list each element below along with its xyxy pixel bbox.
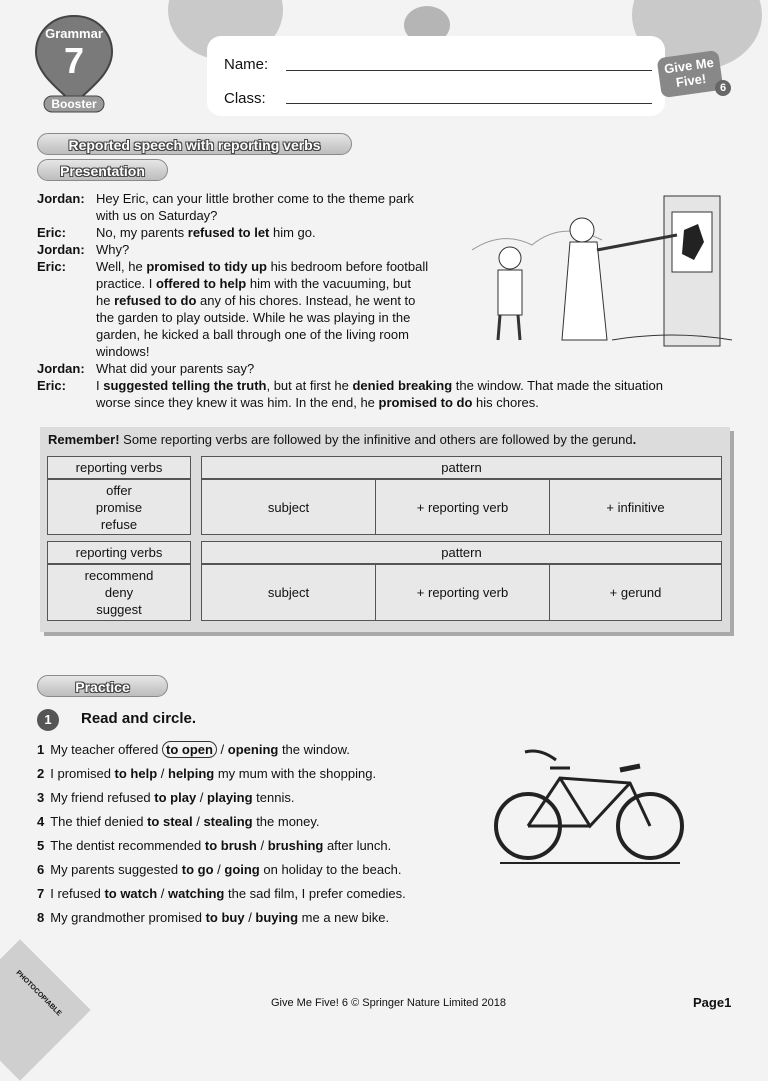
photocopiable-label: PHOTOCOPIABLE [14, 969, 63, 1018]
option-b[interactable]: stealing [203, 814, 253, 829]
level-badge: 6 [715, 80, 731, 96]
sentence-start: My grandmother promised [50, 910, 206, 925]
sentence-start: My teacher offered [50, 742, 162, 757]
dialogue-line: Why? [96, 242, 130, 257]
item-number: 8 [37, 910, 45, 925]
dialogue-line: practice. I offered to help him with the vacuuming, but [96, 276, 411, 291]
section-title: Reported speech with reporting verbs [37, 133, 352, 155]
item-number: 3 [37, 790, 45, 805]
exercise-item [37, 790, 294, 805]
option-b[interactable]: opening [227, 742, 279, 757]
item-number: 2 [37, 766, 45, 781]
option-b[interactable]: playing [207, 790, 253, 805]
dialogue-line: worse since they knew it was him. In the end, he promised to do his chores. [96, 395, 539, 410]
exercise-item [37, 862, 401, 877]
verb: promise [95, 499, 143, 515]
option-b[interactable]: brushing [267, 838, 324, 853]
broken-window-illustration [472, 190, 734, 350]
option-b[interactable]: helping [168, 766, 215, 781]
option-separator: / [192, 814, 204, 829]
table-header-reporting-verbs: reporting verbs [47, 456, 191, 479]
dialogue-speaker: Eric: [37, 225, 66, 240]
sentence-start: I refused [50, 886, 105, 901]
copyright-text: Give Me Five! 6 © Springer Nature Limited 2018 [271, 997, 506, 1009]
remember-end: . [632, 432, 637, 447]
page-number: Page1 [693, 995, 732, 1010]
dialogue-line: garden, he kicked a ball through one of the living room [96, 327, 409, 342]
verb: recommend [84, 568, 154, 583]
table-verbs-cell [47, 479, 191, 535]
sentence-end: the money. [252, 814, 320, 829]
item-number: 4 [37, 814, 45, 829]
option-separator: / [216, 742, 228, 757]
dialogue-speaker: Eric: [37, 259, 66, 274]
exercise-item [37, 910, 389, 925]
dialogue-speaker: Jordan: [37, 191, 85, 206]
exercise-item [37, 838, 391, 853]
item-number: 6 [37, 862, 45, 877]
dialogue-line: he refused to do any of his chores. Instead, he went to [96, 293, 416, 308]
option-a[interactable]: to help [114, 766, 158, 781]
option-separator: / [157, 766, 168, 781]
item-number: 1 [37, 742, 45, 757]
sentence-end: on holiday to the beach. [259, 862, 402, 877]
option-a[interactable]: to go [181, 862, 214, 877]
exercise-instruction: Read and circle. [81, 710, 197, 727]
sentence-end: me a new bike. [298, 910, 390, 925]
verb: offer [106, 482, 132, 498]
practice-label: Practice [37, 675, 168, 697]
dialogue-line: Hey Eric, can your little brother come to the theme park [96, 191, 414, 206]
option-separator: / [213, 862, 225, 877]
photocopiable-corner [0, 939, 91, 1080]
exercise-item [37, 742, 350, 757]
class-label: Class: [224, 90, 266, 107]
presentation-label: Presentation [37, 159, 168, 181]
badge-top-text: Grammar [45, 26, 103, 41]
dialogue-line: No, my parents refused to let him go. [96, 225, 316, 240]
dialogue-line: windows! [96, 344, 150, 359]
option-b[interactable]: going [224, 862, 260, 877]
option-a[interactable]: to play [154, 790, 197, 805]
sentence-start: The thief denied [50, 814, 148, 829]
verb: suggest [96, 602, 142, 617]
option-a[interactable]: to watch [104, 886, 158, 901]
item-number: 5 [37, 838, 45, 853]
pattern-subject-cell: subject [201, 564, 376, 621]
dialogue-speaker: Jordan: [37, 361, 85, 376]
table-header-reporting-verbs: reporting verbs [47, 541, 191, 564]
remember-body: Some reporting verbs are followed by the infinitive and others are followed by the gerund [119, 432, 633, 447]
table-verbs-cell [47, 564, 191, 621]
option-b[interactable]: buying [255, 910, 299, 925]
option-b[interactable]: watching [168, 886, 225, 901]
sentence-start: The dentist recommended [50, 838, 205, 853]
sentence-end: my mum with the shopping. [214, 766, 377, 781]
option-separator: / [256, 838, 268, 853]
sentence-start: I promised [50, 766, 115, 781]
class-field[interactable] [286, 103, 652, 104]
pattern-reporting-verb-cell: + reporting verb [375, 479, 550, 535]
dialogue-line: Well, he promised to tidy up his bedroom before football [96, 259, 429, 274]
exercise-number: 1 [37, 709, 59, 731]
pattern-subject-cell: subject [201, 479, 376, 535]
sentence-end: after lunch. [323, 838, 392, 853]
verb: refuse [100, 516, 138, 532]
dialogue-line: I suggested telling the truth, but at first he denied breaking the window. That made the situation [96, 378, 663, 393]
badge-bottom-text: Booster [51, 97, 97, 111]
bicycle-illustration [490, 738, 690, 868]
dialogue-line: the garden to play outside. While he was playing in the [96, 310, 411, 325]
table-header-pattern: pattern [201, 541, 722, 564]
sentence-start: My friend refused [50, 790, 155, 805]
option-separator: / [157, 886, 169, 901]
grammar-booster-badge [30, 12, 118, 117]
pattern-infinitive-cell: + infinitive [549, 479, 722, 535]
exercise-item [37, 766, 376, 781]
pattern-reporting-verb-cell: + reporting verb [375, 564, 550, 621]
exercise-item [37, 814, 320, 829]
item-number: 7 [37, 886, 45, 901]
badge-number: 7 [63, 40, 85, 81]
dialogue-speaker: Jordan: [37, 242, 85, 257]
exercise-item [37, 886, 406, 901]
table-header-pattern: pattern [201, 456, 722, 479]
dialogue-speaker: Eric: [37, 378, 66, 393]
give-me-five-logo: Give Me Five! 6 [655, 52, 735, 112]
name-class-box [207, 36, 665, 116]
name-label: Name: [224, 56, 269, 73]
sentence-end: tennis. [252, 790, 295, 805]
option-a[interactable]: to open [162, 741, 217, 758]
option-a[interactable]: to steal [147, 814, 193, 829]
dialogue-line: What did your parents say? [96, 361, 255, 376]
remember-text [48, 432, 636, 447]
sentence-end: the window. [278, 742, 350, 757]
dialogue-line: with us on Saturday? [96, 208, 218, 223]
name-field[interactable] [286, 70, 652, 71]
option-separator: / [196, 790, 208, 805]
verb: deny [104, 585, 134, 600]
pattern-gerund-cell: + gerund [549, 564, 722, 621]
option-separator: / [244, 910, 256, 925]
option-a[interactable]: to buy [205, 910, 245, 925]
option-a[interactable]: to brush [204, 838, 257, 853]
sentence-end: the sad film, I prefer comedies. [224, 886, 406, 901]
remember-lead: Remember! [48, 432, 120, 447]
sentence-start: My parents suggested [50, 862, 182, 877]
